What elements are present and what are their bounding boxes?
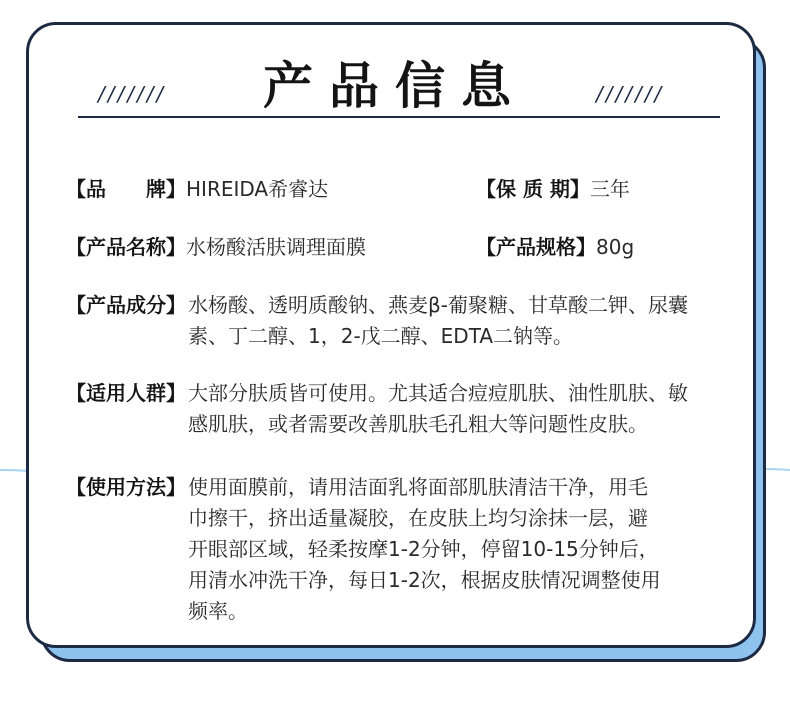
product-name-value: 水杨酸活肤调理面膜: [186, 235, 366, 259]
usage-line: 频率。: [188, 599, 248, 623]
ingredients-line: 水杨酸、透明质酸钠、燕麦β-葡聚糖、甘草酸二钾、尿囊: [188, 293, 688, 317]
ingredients-line: 素、丁二醇、1，2-戊二醇、EDTA二钠等。: [188, 324, 574, 348]
usage-line: 巾擦干，挤出适量凝胶，在皮肤上均匀涂抹一层，避: [188, 506, 648, 530]
brand-row: [66, 174, 328, 204]
page-title: 产品信息: [263, 57, 527, 115]
product-spec-row: [476, 232, 634, 262]
usage-line: 使用面膜前，请用洁面乳将面部肌肤清洁干净，用毛: [188, 475, 648, 499]
usage-line: 用清水冲洗干净，每日1-2次，根据皮肤情况调整使用: [188, 568, 661, 592]
product-spec-label: 【产品规格】: [476, 235, 596, 259]
audience-line: 感肌肤，或者需要改善肌肤毛孔粗大等问题性皮肤。: [188, 412, 648, 436]
title-slashes-right: ///////: [596, 82, 665, 106]
ingredients-label: 【产品成分】: [66, 293, 186, 317]
title-slashes-left: ///////: [98, 82, 167, 106]
usage-line: 开眼部区域，轻柔按摩1-2分钟，停留10-15分钟后，: [188, 537, 659, 561]
brand-value: HIREIDA希睿达: [186, 177, 329, 201]
audience-line: 大部分肤质皆可使用。尤其适合痘痘肌肤、油性肌肤、敏: [188, 381, 688, 405]
title-underline: [78, 116, 720, 118]
audience-text: [188, 378, 748, 440]
audience-label: 【适用人群】: [66, 381, 186, 405]
product-name-row: [66, 232, 366, 262]
product-spec-value: 80g: [596, 235, 635, 259]
shelf-life-label: 【保 质 期】: [476, 177, 590, 201]
usage-text: [188, 472, 748, 627]
product-name-label: 【产品名称】: [66, 235, 186, 259]
shelf-life-row: [476, 174, 630, 204]
brand-label: 【品 牌】: [66, 177, 186, 201]
usage-label: 【使用方法】: [66, 475, 186, 499]
shelf-life-value: 三年: [589, 177, 630, 201]
ingredients-text: [188, 290, 748, 352]
